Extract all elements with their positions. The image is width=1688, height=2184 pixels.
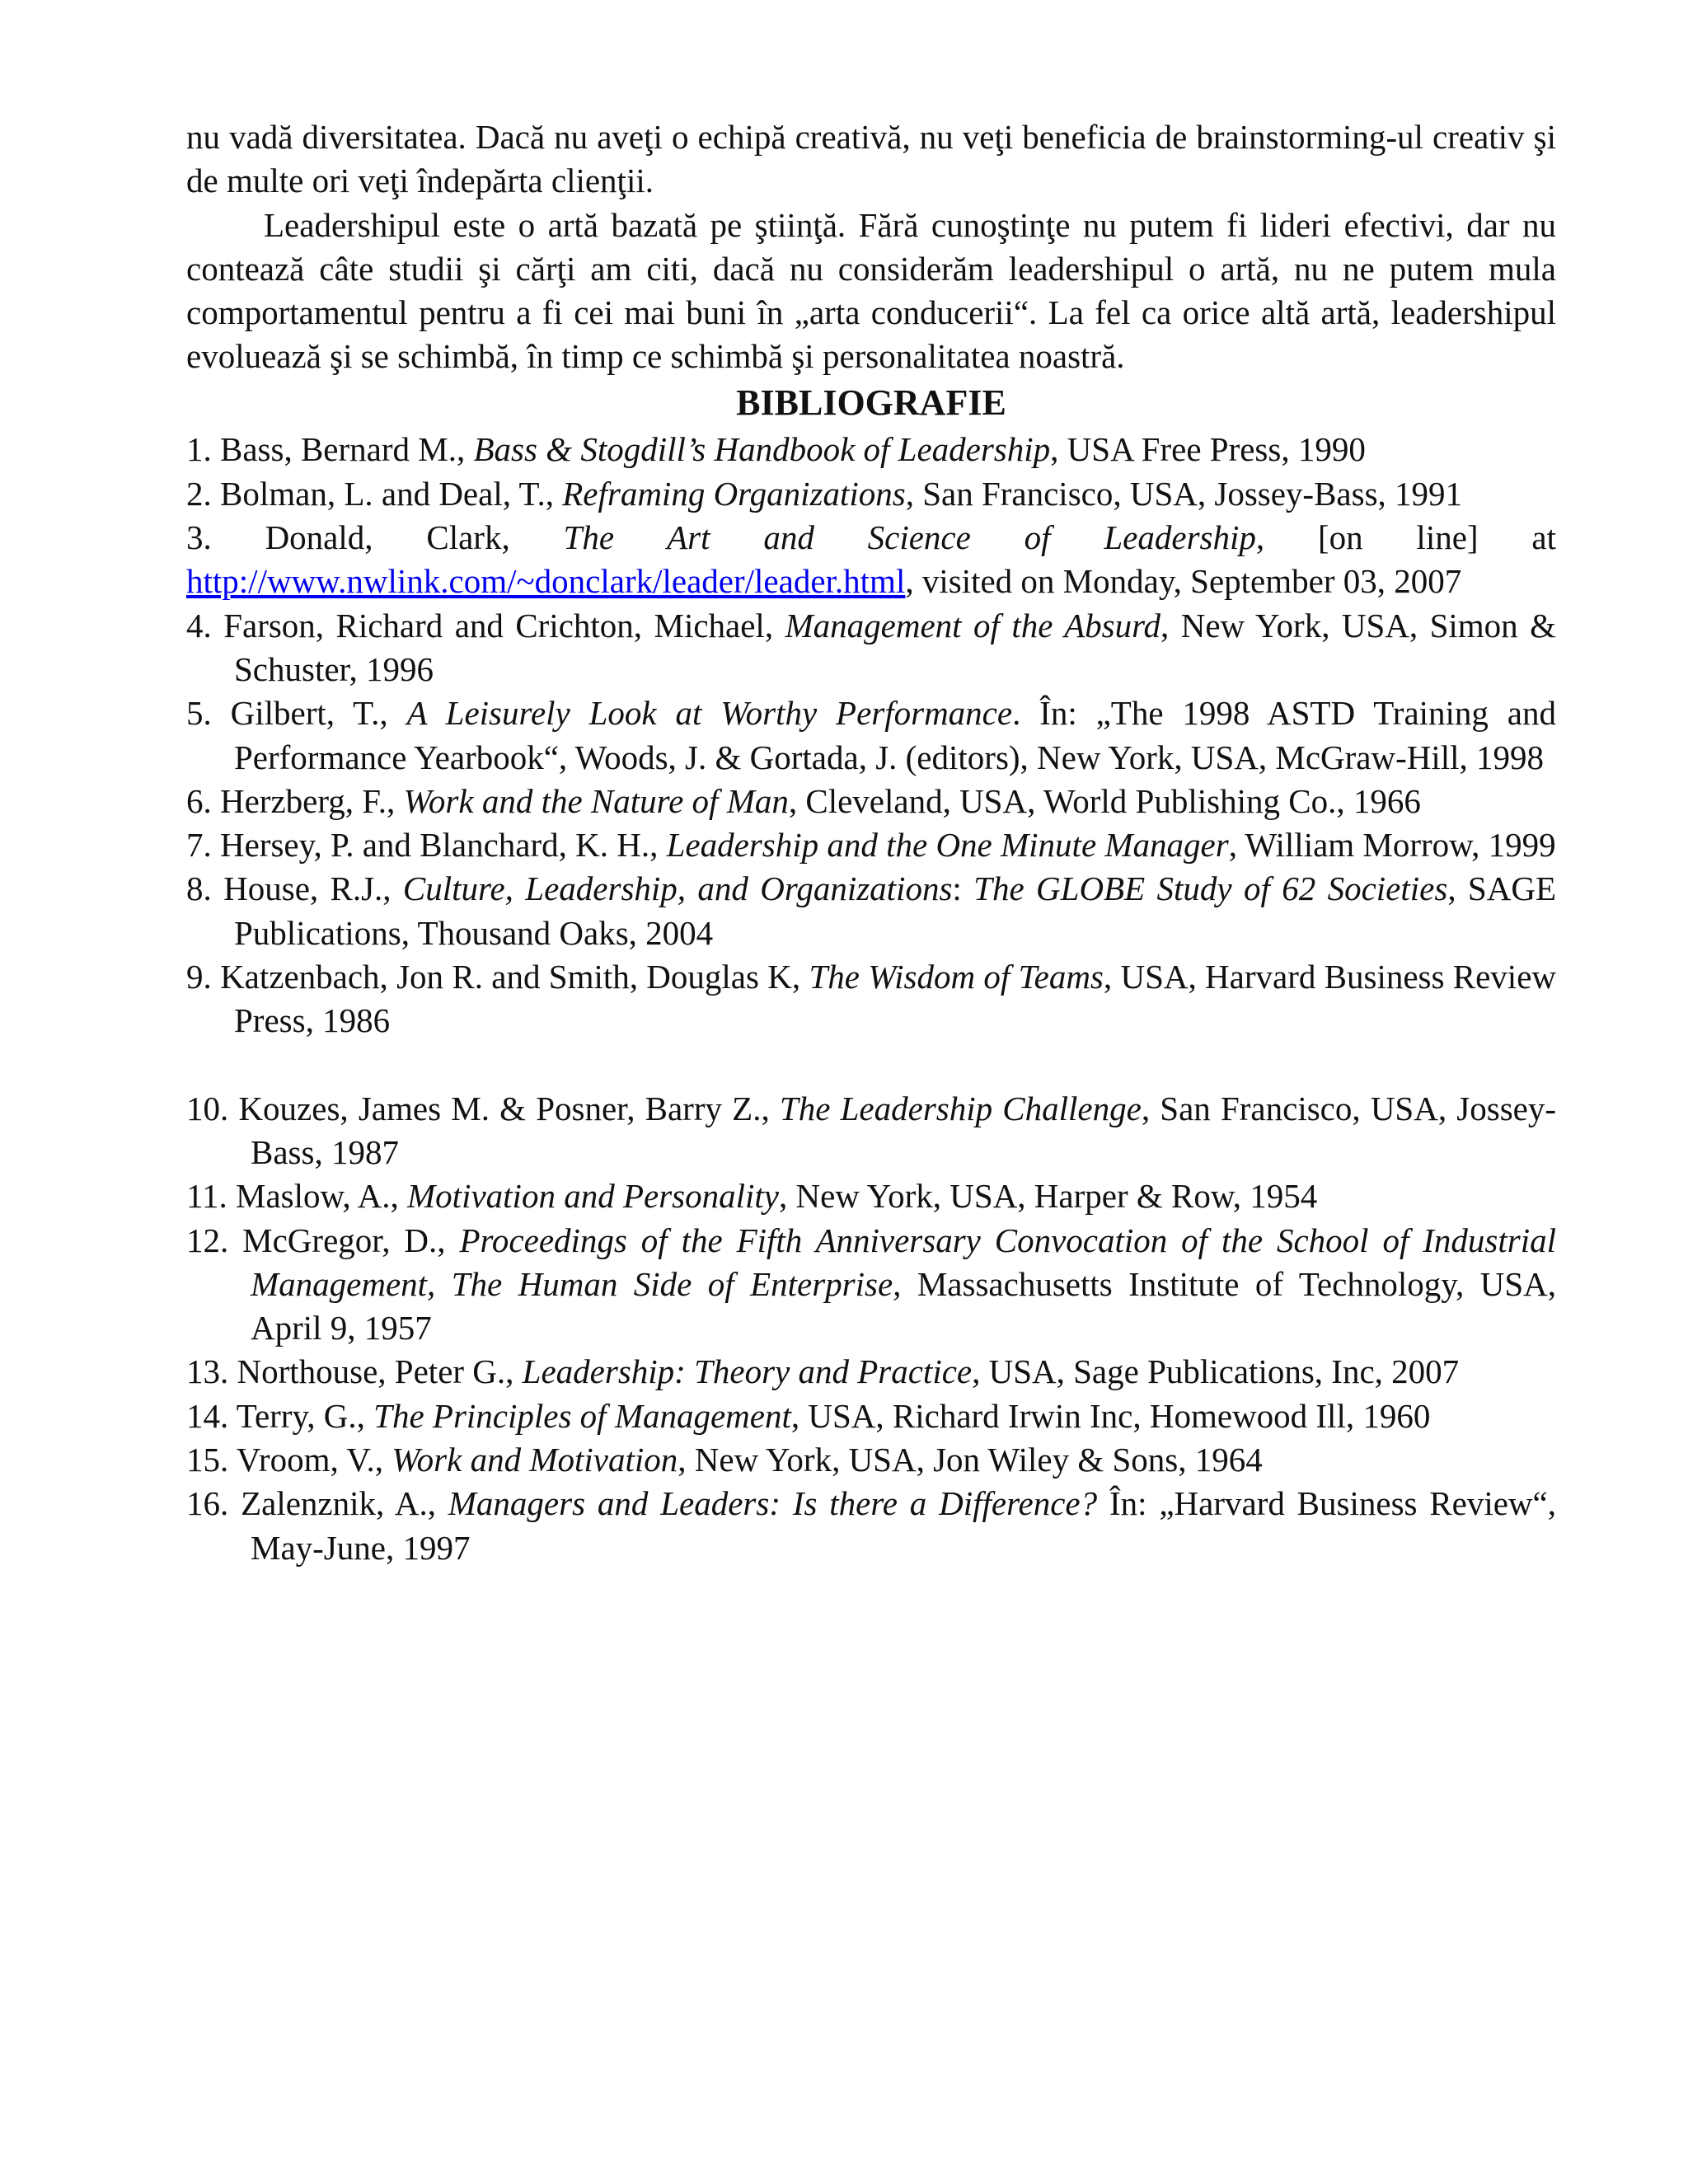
reference-item: 15. Vroom, V., Work and Motivation, New York, USA, Jon Wiley & Sons, 1964 <box>186 1440 1263 1479</box>
reference-item: 12. McGregor, D., Proceedings of the Fifth Anniversary Convocation of the School of Industrial Management, The Human Side of Enterprise, Massachusetts Institute of Technology, USA, April 9, 1957 <box>186 1221 1556 1347</box>
reference-item: 7. Hersey, P. and Blanchard, K. H., Leadership and the One Minute Manager, William Morrow, 1999 <box>186 826 1556 865</box>
document-page <box>186 115 1556 1570</box>
paragraph-1: nu vadă diversitatea. Dacă nu aveţi o echipă creativă, nu veţi beneficia de brainstorming-ul creativ şi de multe ori veţi îndepărta clienţii. <box>186 118 1556 200</box>
bibliography-list <box>186 428 1556 1569</box>
reference-item: 8. House, R.J., Culture, Leadership, and Organizations: The GLOBE Study of 62 Societies, SAGE Publications, Thousand Oaks, 2004 <box>186 869 1556 952</box>
reference-item: 16. Zalenznik, A., Managers and Leaders: Is there a Difference? În: „Harvard Business Review“, May-June, 1997 <box>186 1484 1557 1567</box>
reference-item: 1. Bass, Bernard M., Bass & Stogdill’s Handbook of Leadership, USA Free Press, 1990 <box>186 430 1366 469</box>
reference-link[interactable]: http://www.nwlink.com/~donclark/leader/leader.html <box>186 562 906 601</box>
reference-item: 2. Bolman, L. and Deal, T., Reframing Organizations, San Francisco, USA, Jossey-Bass, 1991 <box>186 474 1463 513</box>
reference-item: 11. Maslow, A., Motivation and Personality, New York, USA, Harper & Row, 1954 <box>186 1177 1318 1216</box>
reference-item: 6. Herzberg, F., Work and the Nature of Man, Cleveland, USA, World Publishing Co., 1966 <box>186 781 1421 820</box>
reference-item: 10. Kouzes, James M. & Posner, Barry Z., The Leadership Challenge, San Francisco, USA, Jossey-Bass, 1987 <box>186 1089 1556 1171</box>
reference-item: 3. Donald, Clark, The Art and Science of Leadership, [on line] at http://www.nwlink.com/~donclark/leader/leader.html, visited on Monday, September 03, 2007 <box>186 518 1556 601</box>
reference-item: 13. Northouse, Peter G., Leadership: Theory and Practice, USA, Sage Publications, Inc, 2007 <box>186 1352 1460 1391</box>
reference-item: 9. Katzenbach, Jon R. and Smith, Douglas K, The Wisdom of Teams, USA, Harvard Business Review Press, 1986 <box>186 958 1557 1040</box>
bibliography-heading: BIBLIOGRAFIE <box>736 382 1006 423</box>
reference-item: 4. Farson, Richard and Crichton, Michael, Management of the Absurd, New York, USA, Simon & Schuster, 1996 <box>186 606 1557 688</box>
reference-item: 5. Gilbert, T., A Leisurely Look at Worthy Performance. În: „The 1998 ASTD Training and Performance Yearbook“, Woods, J. & Gortada, J. (editors), New York, USA, McGraw-Hill, 1998 <box>186 694 1556 776</box>
reference-item: 14. Terry, G., The Principles of Management, USA, Richard Irwin Inc, Homewood Ill, 1960 <box>186 1396 1431 1435</box>
paragraph-2: Leadershipul este o artă bazată pe ştiinţă. Fără cunoştinţe nu putem fi lideri efectivi, dar nu contează câte studii şi cărţi am citi, dacă nu considerăm leadershipul o artă, nu ne putem mula comportamentul pentru a fi cei mai buni în „arta conducerii“. La fel ca orice altă artă, leadershipul evoluează şi se schimbă, în timp ce schimbă şi personalitatea noastră. <box>186 205 1556 376</box>
